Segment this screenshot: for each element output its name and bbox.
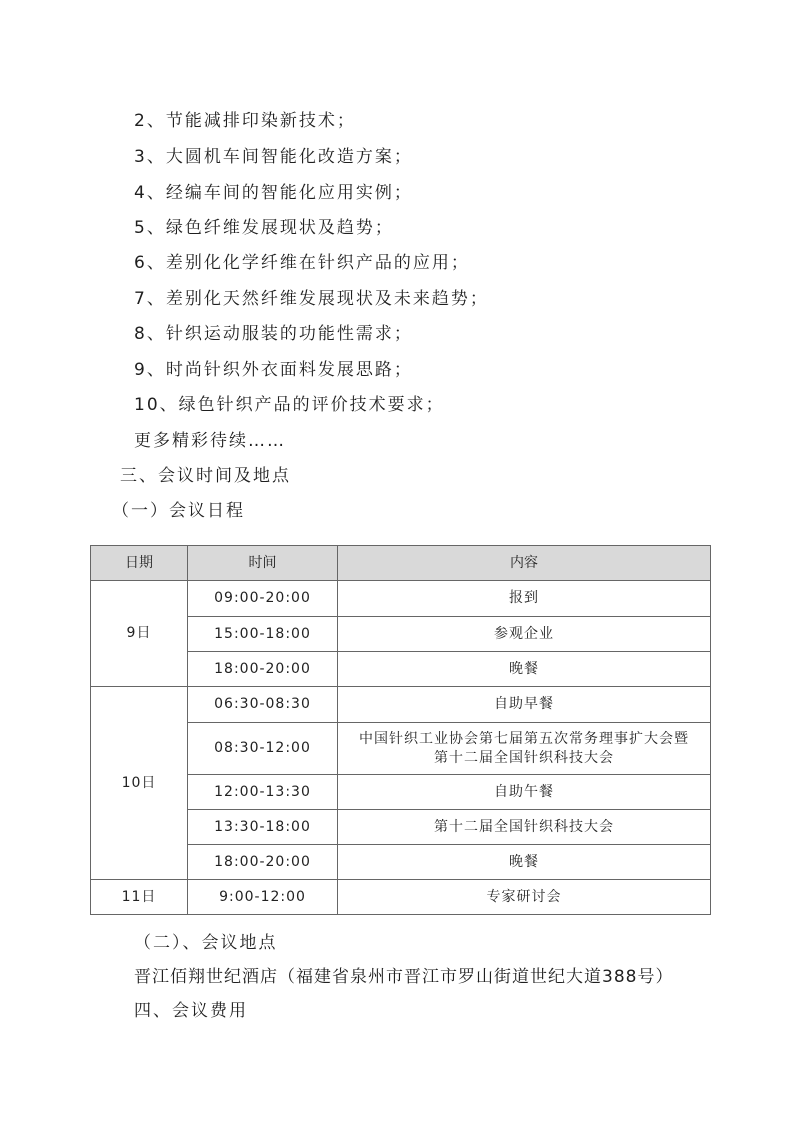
content-cell: 自助早餐 <box>338 687 711 723</box>
time-cell: 12:00-13:30 <box>188 775 338 810</box>
topic-item: 2、节能减排印染新技术； <box>134 111 356 131</box>
table-row <box>91 687 711 723</box>
schedule-table <box>90 545 711 915</box>
topic-item: 6、差别化化学纤维在针织产品的应用； <box>134 253 470 273</box>
time-cell: 18:00-20:00 <box>188 652 338 687</box>
date-cell: 11日 <box>91 880 188 915</box>
time-cell: 15:00-18:00 <box>188 617 338 652</box>
section-heading-time-place: 三、会议时间及地点 <box>120 466 291 486</box>
table-row <box>91 581 711 617</box>
topic-item: 3、大圆机车间智能化改造方案； <box>134 147 413 167</box>
content-cell: 报到 <box>338 581 711 617</box>
content-cell: 晚餐 <box>338 652 711 687</box>
date-cell: 10日 <box>91 687 188 880</box>
venue-address: 晋江佰翔世纪酒店（福建省泉州市晋江市罗山街道世纪大道388号） <box>134 967 674 987</box>
topic-item: 7、差别化天然纤维发展现状及未来趋势； <box>134 289 489 309</box>
date-cell: 9日 <box>91 581 188 687</box>
content-cell: 专家研讨会 <box>338 880 711 915</box>
content-cell: 第十二届全国针织科技大会 <box>338 810 711 845</box>
time-cell: 13:30-18:00 <box>188 810 338 845</box>
section-heading-fees: 四、会议费用 <box>134 1001 248 1021</box>
header-content: 内容 <box>338 546 711 581</box>
content-line: 第十二届全国针织科技大会 <box>434 749 614 766</box>
subsection-heading-schedule: （一）会议日程 <box>112 501 245 521</box>
table-header-row <box>91 546 711 581</box>
content-cell <box>338 723 711 775</box>
content-cell: 参观企业 <box>338 617 711 652</box>
topic-item: 4、经编车间的智能化应用实例； <box>134 183 413 203</box>
content-line: 中国针织工业协会第七届第五次常务理事扩大会暨 <box>359 730 689 747</box>
content-cell: 自助午餐 <box>338 775 711 810</box>
topic-item: 5、绿色纤维发展现状及趋势； <box>134 218 394 238</box>
topic-more: 更多精彩待续…… <box>134 431 286 451</box>
time-cell: 09:00-20:00 <box>188 581 338 617</box>
time-cell: 08:30-12:00 <box>188 723 338 775</box>
time-cell: 18:00-20:00 <box>188 845 338 880</box>
content-cell: 晚餐 <box>338 845 711 880</box>
topic-item: 10、绿色针织产品的评价技术要求； <box>134 395 445 415</box>
topic-item: 9、时尚针织外衣面料发展思路； <box>134 360 413 380</box>
subsection-heading-venue: （二）、会议地点 <box>134 933 278 953</box>
time-cell: 9:00-12:00 <box>188 880 338 915</box>
topic-item: 8、针织运动服装的功能性需求； <box>134 324 413 344</box>
table-row <box>91 880 711 915</box>
time-cell: 06:30-08:30 <box>188 687 338 723</box>
header-date: 日期 <box>91 546 188 581</box>
header-time: 时间 <box>188 546 338 581</box>
